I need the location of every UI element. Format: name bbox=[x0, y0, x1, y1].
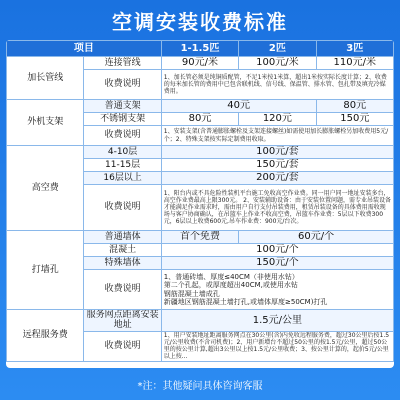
high-r1-label: 4-10层 bbox=[84, 146, 161, 159]
footer-note: *注：其他疑问具体咨询客服 bbox=[137, 381, 263, 392]
bracket-normal-label: 普通支架 bbox=[84, 100, 161, 113]
drill-r2-label: 混凝土 bbox=[84, 244, 161, 257]
cat-drill: 打墙孔 bbox=[7, 231, 84, 310]
high-r2-price: 150元/套 bbox=[161, 159, 393, 172]
pipe-price-2: 100元/米 bbox=[239, 57, 316, 70]
price-table-card bbox=[6, 40, 394, 368]
drill-r1-first: 首个免费 bbox=[161, 231, 238, 244]
drill-r2-price: 100元/个 bbox=[161, 244, 393, 257]
drill-r3-label: 特殊墙体 bbox=[84, 257, 161, 270]
remote-r1-label: 服务网点距离安装地址 bbox=[84, 310, 161, 332]
page-title: 空调安装收费标准 bbox=[112, 10, 288, 34]
bracket-steel-price-3: 150元 bbox=[316, 113, 393, 126]
bracket-steel-price-2: 120元 bbox=[239, 113, 316, 126]
cat-remote: 远程服务费 bbox=[7, 310, 84, 362]
bracket-steel-price-1: 80元 bbox=[161, 113, 238, 126]
drill-note-label: 收费说明 bbox=[84, 270, 161, 310]
bracket-note-label: 收费说明 bbox=[84, 126, 161, 146]
cat-bracket: 外机支架 bbox=[7, 100, 84, 146]
header-3p: 3匹 bbox=[316, 41, 393, 57]
header-1-1.5p: 1-1.5匹 bbox=[161, 41, 238, 57]
drill-note: 1、普通砖墙、厚度≤40CM（非使用水钻） 第二个孔起，或厚度超出40CM,或使用水钻 钢筋混凝土墙成孔 新疆地区钢筋混凝土墙打孔,或墙体厚度≥50CM)打孔 bbox=[161, 270, 393, 310]
price-table bbox=[6, 40, 394, 362]
high-r1-price: 100元/套 bbox=[161, 146, 393, 159]
bracket-normal-price-12: 40元 bbox=[161, 100, 316, 113]
bracket-steel-label: 不锈钢支架 bbox=[84, 113, 161, 126]
pipe-price-3: 110元/米 bbox=[316, 57, 393, 70]
high-r3-price: 200元/套 bbox=[161, 172, 393, 185]
pipe-price-1: 90元/米 bbox=[161, 57, 238, 70]
remote-r1-price: 1.5元/公里 bbox=[161, 310, 393, 332]
high-note: 1、阳台内或不具危险性装机平台施工免收高空作业费。同一用户同一地址安装多台，高空作业费最高上限300元。 2、安装辅助设备：由于安装位置问题，需专业吊装设备才能满足作业需求时，需由用户自行支付吊装费用，租赁吊装设备的具体费用需收现场与客户协商确认，在吊篮车上作业不收高空费，吊篮车作业费：5层以下收费300元，6层以上收费600元,吊车作业费：900元/台次。 bbox=[161, 185, 393, 231]
drill-r1-label: 普通墙体 bbox=[84, 231, 161, 244]
header-2p: 2匹 bbox=[239, 41, 316, 57]
pipe-note: 1、加长管必须是纯铜质配管，不足1米按1米算，超出1米按实际长度计算；2、收费的每米加长管的费用中已包含联机线、信号线、保温管、排水管、包扎带及填充冷媒费用。 bbox=[161, 70, 393, 100]
drill-r1-price: 60元/个 bbox=[239, 231, 394, 244]
high-r2-label: 11-15层 bbox=[84, 159, 161, 172]
cat-pipe: 加长管线 bbox=[7, 57, 84, 100]
remote-note: 1、用户安装地址距离服务网点在30公里(含)内免收远程服务费，超过30公里后按1.5元/公里收费(不含司机费)；2、用户新增台不超过50公里的按1.5元/公里，超过50公里的按公里计算,超出3公里以上按1.5元/公里收费；3、按公里计算的，起价5元/公里以上按... bbox=[161, 331, 393, 361]
cat-high: 高空费 bbox=[7, 146, 84, 231]
remote-note-label: 收费说明 bbox=[84, 331, 161, 361]
drill-r3-price: 150元/个 bbox=[161, 257, 393, 270]
high-note-label: 收费说明 bbox=[84, 185, 161, 231]
high-r3-label: 16层以上 bbox=[84, 172, 161, 185]
bracket-normal-price-3: 80元 bbox=[316, 100, 393, 113]
pipe-label: 连接管线 bbox=[84, 57, 161, 70]
pipe-note-label: 收费说明 bbox=[84, 70, 161, 100]
bracket-note: 1、安装支架(含普通膨胀螺栓及支架连接螺丝)如需使用加长膨胀螺栓另加收费用5元/个；2、特殊支架按实际定制费用收取。 bbox=[161, 126, 393, 146]
header-item: 项目 bbox=[7, 41, 162, 57]
